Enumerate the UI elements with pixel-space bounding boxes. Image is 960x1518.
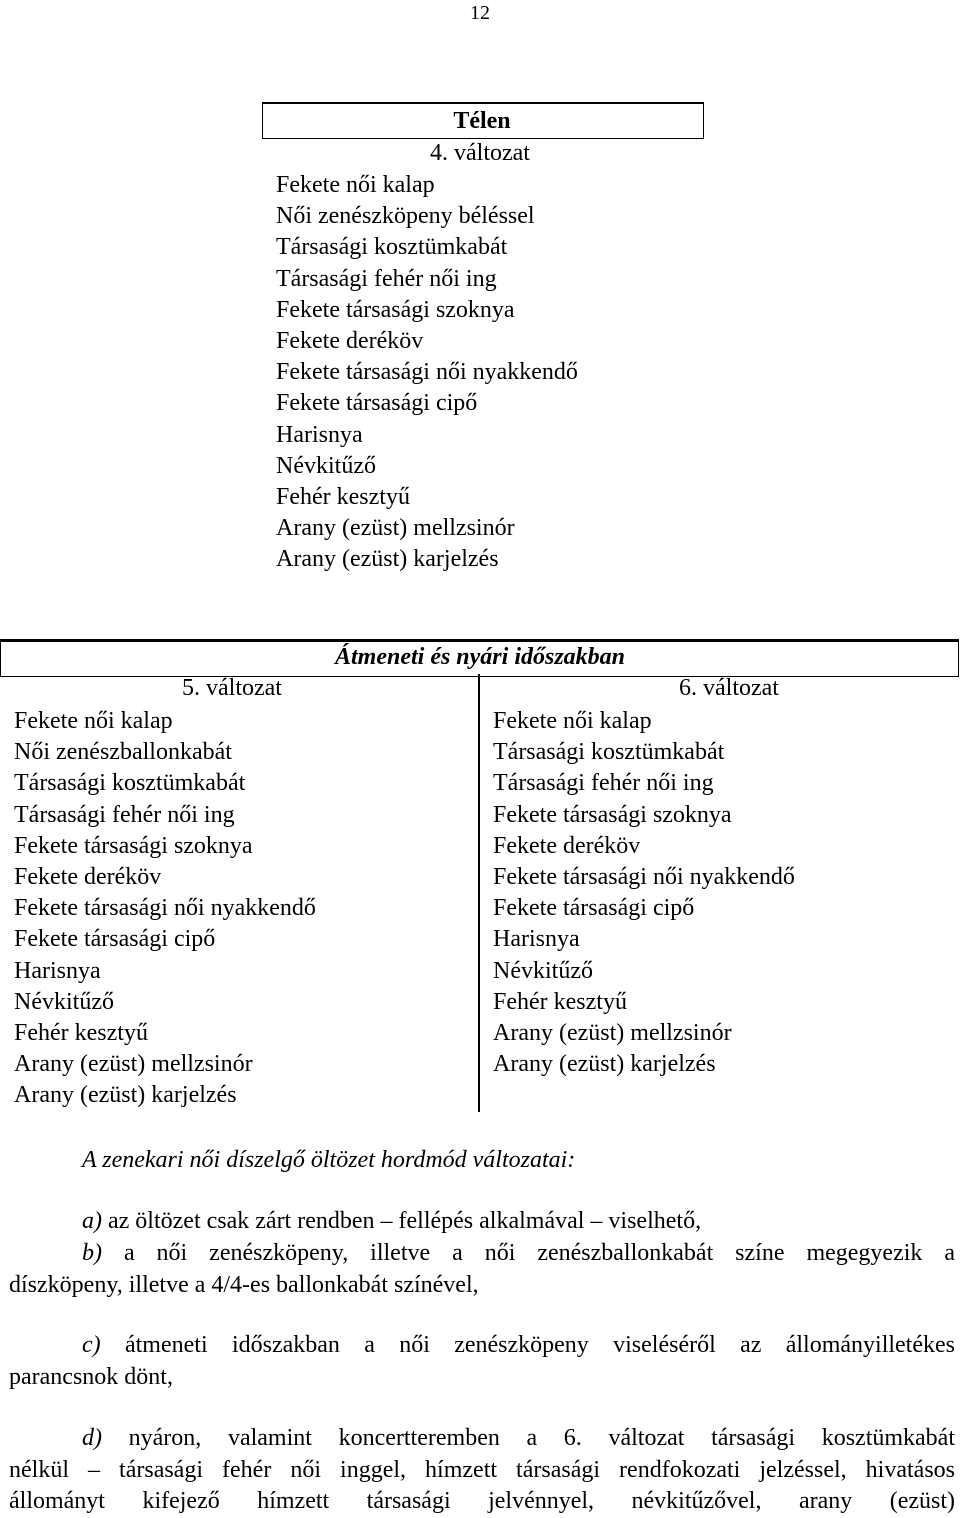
variant-5-list-item: Fekete társasági női nyakkendő <box>14 895 316 922</box>
note-c-marker: c) <box>82 1332 101 1358</box>
variant-5-list-item: Társasági kosztümkabát <box>14 770 246 797</box>
variant-5-list-item: Arany (ezüst) mellzsinór <box>14 1051 253 1078</box>
variant-5-list <box>14 706 316 1112</box>
note-d <box>9 1423 955 1518</box>
variant-6-list-item: Harisnya <box>493 926 580 953</box>
variant-5-list-item: Fekete társasági cipő <box>14 926 216 953</box>
variant-4-list-item: Fekete deréköv <box>276 328 424 355</box>
note-b <box>9 1238 955 1301</box>
variant-4-list-item: Harisnya <box>276 421 363 448</box>
column-divider <box>478 674 480 1112</box>
variant-6-list-item: Fekete társasági női nyakkendő <box>493 864 795 891</box>
note-b-line1: a női zenészköpeny, illetve a női zenészballonkabát színe megegyezik a <box>123 1240 955 1266</box>
variant-5-label: 5. változat <box>182 675 282 701</box>
variant-4-list-item: Női zenészköpeny béléssel <box>276 203 535 230</box>
note-d-line3: állományt kifejező hímzett társasági jelvénnyel, névkitűzővel, arany (ezüst) <box>9 1488 955 1514</box>
variant-4-list-item: Arany (ezüst) mellzsinór <box>276 515 515 542</box>
note-a <box>9 1206 955 1238</box>
variant-6-list-item: Fekete deréköv <box>493 832 641 859</box>
variant-5-list-item: Fekete társasági szoknya <box>14 832 253 859</box>
variant-4-list-item: Arany (ezüst) karjelzés <box>276 546 499 573</box>
variant-6-list <box>493 706 795 1080</box>
note-b-line2: díszköpeny, illetve a 4/4-es ballonkabát színével, <box>9 1271 479 1298</box>
page-number: 12 <box>470 2 490 24</box>
variant-5-list-item: Női zenészballonkabát <box>14 739 232 766</box>
variant-5-list-item: Arany (ezüst) karjelzés <box>14 1082 237 1109</box>
variant-5-list-item: Névkitűző <box>14 988 114 1015</box>
note-c <box>9 1330 955 1393</box>
variant-4-list-item: Fekete társasági szoknya <box>276 296 515 323</box>
variant-5-list-item: Fehér kesztyű <box>14 1020 148 1047</box>
variant-6-label: 6. változat <box>679 675 779 701</box>
winter-title: Télen <box>453 108 511 134</box>
variant-4-list-item: Fekete társasági női nyakkendő <box>276 359 578 386</box>
variant-4-list <box>276 170 578 576</box>
variant-4-label: 4. változat <box>430 140 530 166</box>
note-d-line1: nyáron, valamint koncertteremben a 6. változat társasági kosztümkabát <box>128 1425 955 1451</box>
variant-4-list-item: Fekete női kalap <box>276 172 435 198</box>
variant-4-list-item: Fehér kesztyű <box>276 484 410 511</box>
variant-6-list-item: Arany (ezüst) mellzsinór <box>493 1020 732 1047</box>
note-c-line2: parancsnok dönt, <box>9 1363 173 1390</box>
note-d-marker: d) <box>82 1425 102 1451</box>
variant-4-list-item: Fekete társasági cipő <box>276 390 478 417</box>
note-c-line1: átmeneti időszakban a női zenészköpeny viseléséről az állományilletékes <box>124 1332 955 1358</box>
variant-6-list-item: Társasági fehér női ing <box>493 770 714 797</box>
variant-6-list-item: Fekete társasági szoknya <box>493 801 732 828</box>
variant-5-list-item: Fekete deréköv <box>14 864 162 891</box>
variant-4-list-item: Névkitűző <box>276 452 376 479</box>
note-b-marker: b) <box>82 1240 102 1266</box>
variant-5-list-item: Fekete női kalap <box>14 708 173 734</box>
variant-4-list-item: Társasági fehér női ing <box>276 265 497 292</box>
variant-6-list-item: Névkitűző <box>493 957 593 984</box>
note-d-line2: nélkül – társasági fehér női inggel, hímzett társasági rendfokozati jelzéssel, hivatásos <box>9 1456 955 1483</box>
transition-title: Átmeneti és nyári időszakban <box>334 644 626 670</box>
variant-4-list-item: Társasági kosztümkabát <box>276 234 508 261</box>
note-a-marker: a) <box>82 1208 102 1234</box>
variant-6-list-item: Fekete női kalap <box>493 708 652 734</box>
note-a-text: az öltözet csak zárt rendben – fellépés alkalmával – viselhető, <box>108 1208 702 1234</box>
variant-5-list-item: Harisnya <box>14 957 101 984</box>
variant-6-list-item: Fekete társasági cipő <box>493 895 695 922</box>
notes-intro: A zenekari női díszelgő öltözet hordmód változatai: <box>82 1147 576 1173</box>
variant-6-list-item: Társasági kosztümkabát <box>493 739 725 766</box>
variant-5-list-item: Társasági fehér női ing <box>14 801 235 828</box>
variant-6-list-item: Fehér kesztyű <box>493 988 627 1015</box>
variant-6-list-item: Arany (ezüst) karjelzés <box>493 1051 716 1078</box>
